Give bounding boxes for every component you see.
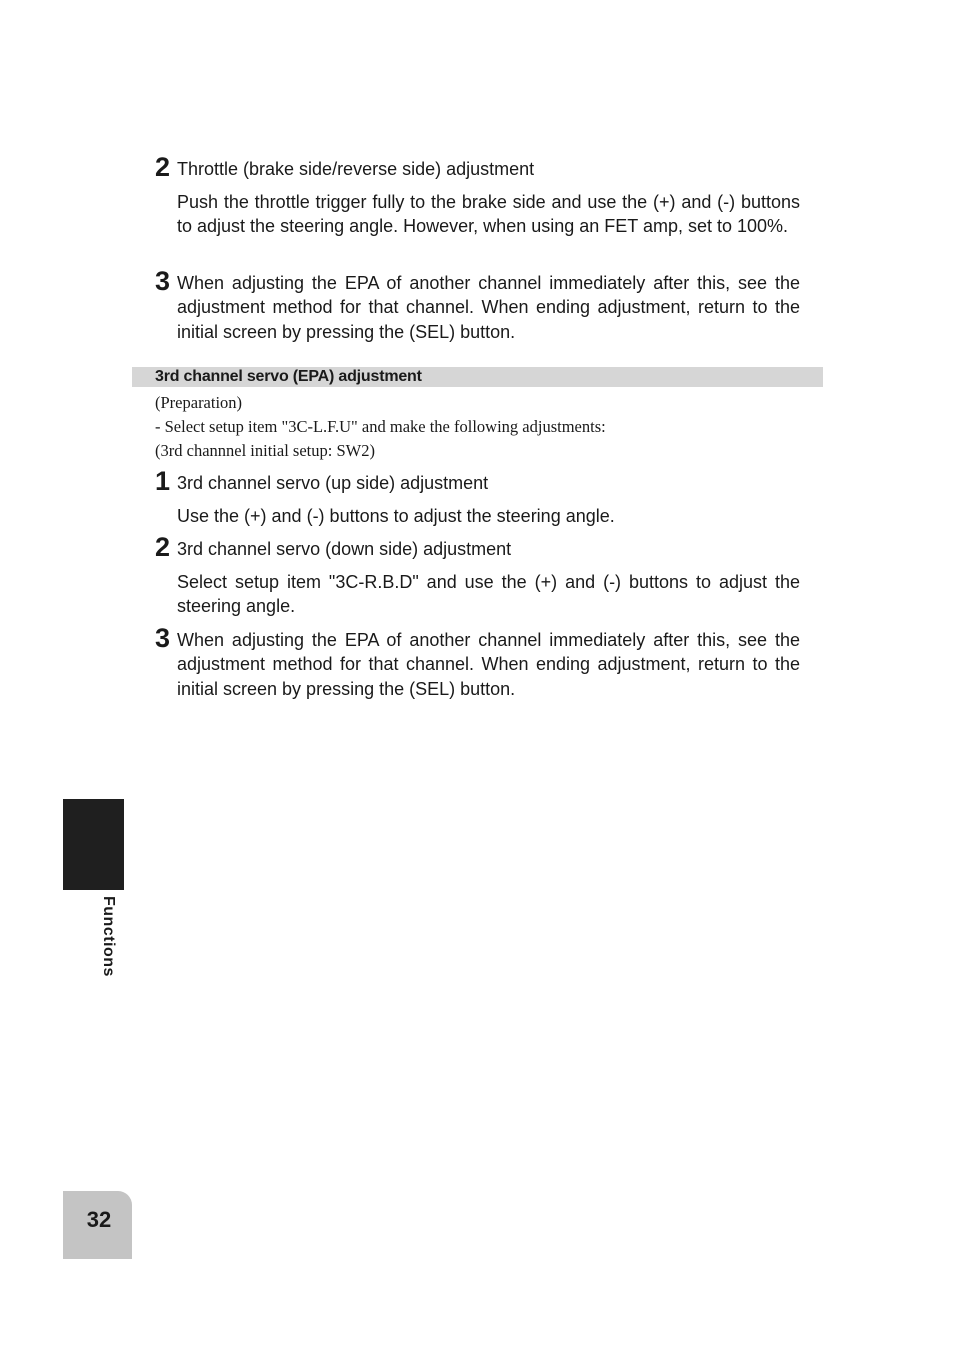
page-number: 32 (86, 1207, 112, 1232)
step-text: When adjusting the EPA of another channel immediately after this, see the adjustment method for that channel. When ending adjustment, return to the initial screen by pressing the (SEL) button. (177, 273, 800, 342)
page-number-tab (63, 1191, 132, 1259)
step-number: 2 (155, 152, 171, 182)
step-title: 3rd channel servo (down side) adjustment (177, 539, 512, 559)
step-number: 3 (155, 266, 171, 296)
section-tab-label: Functions (100, 896, 117, 977)
section-header (132, 367, 823, 387)
step-title: Throttle (brake side/reverse side) adjustment (177, 159, 535, 179)
preparation-label: (Preparation) (155, 393, 243, 412)
step-text: When adjusting the EPA of another channel immediately after this, see the adjustment method for that channel. When ending adjustment, return to the initial screen by pressing the (SEL) button. (177, 630, 800, 699)
section-tab-marker (63, 799, 124, 890)
step-body: Push the throttle trigger fully to the brake side and use the (+) and (-) buttons to adjust the steering angle. However, when using an FET amp, set to 100%. (177, 192, 800, 237)
step-number: 1 (155, 466, 171, 496)
step-title: 3rd channel servo (up side) adjustment (177, 473, 489, 493)
step-number: 3 (155, 623, 171, 653)
section-title: 3rd channel servo (EPA) adjustment (155, 368, 422, 385)
preparation-instruction: - Select setup item "3C-L.F.U" and make the following adjustments: (155, 417, 606, 436)
step-number: 2 (155, 532, 171, 562)
step-body: Use the (+) and (-) buttons to adjust the steering angle. (177, 506, 615, 526)
preparation-initial-setup: (3rd channnel initial setup: SW2) (155, 441, 375, 460)
step-body: Select setup item "3C-R.B.D" and use the (+) and (-) buttons to adjust the steering angle. (177, 572, 800, 617)
